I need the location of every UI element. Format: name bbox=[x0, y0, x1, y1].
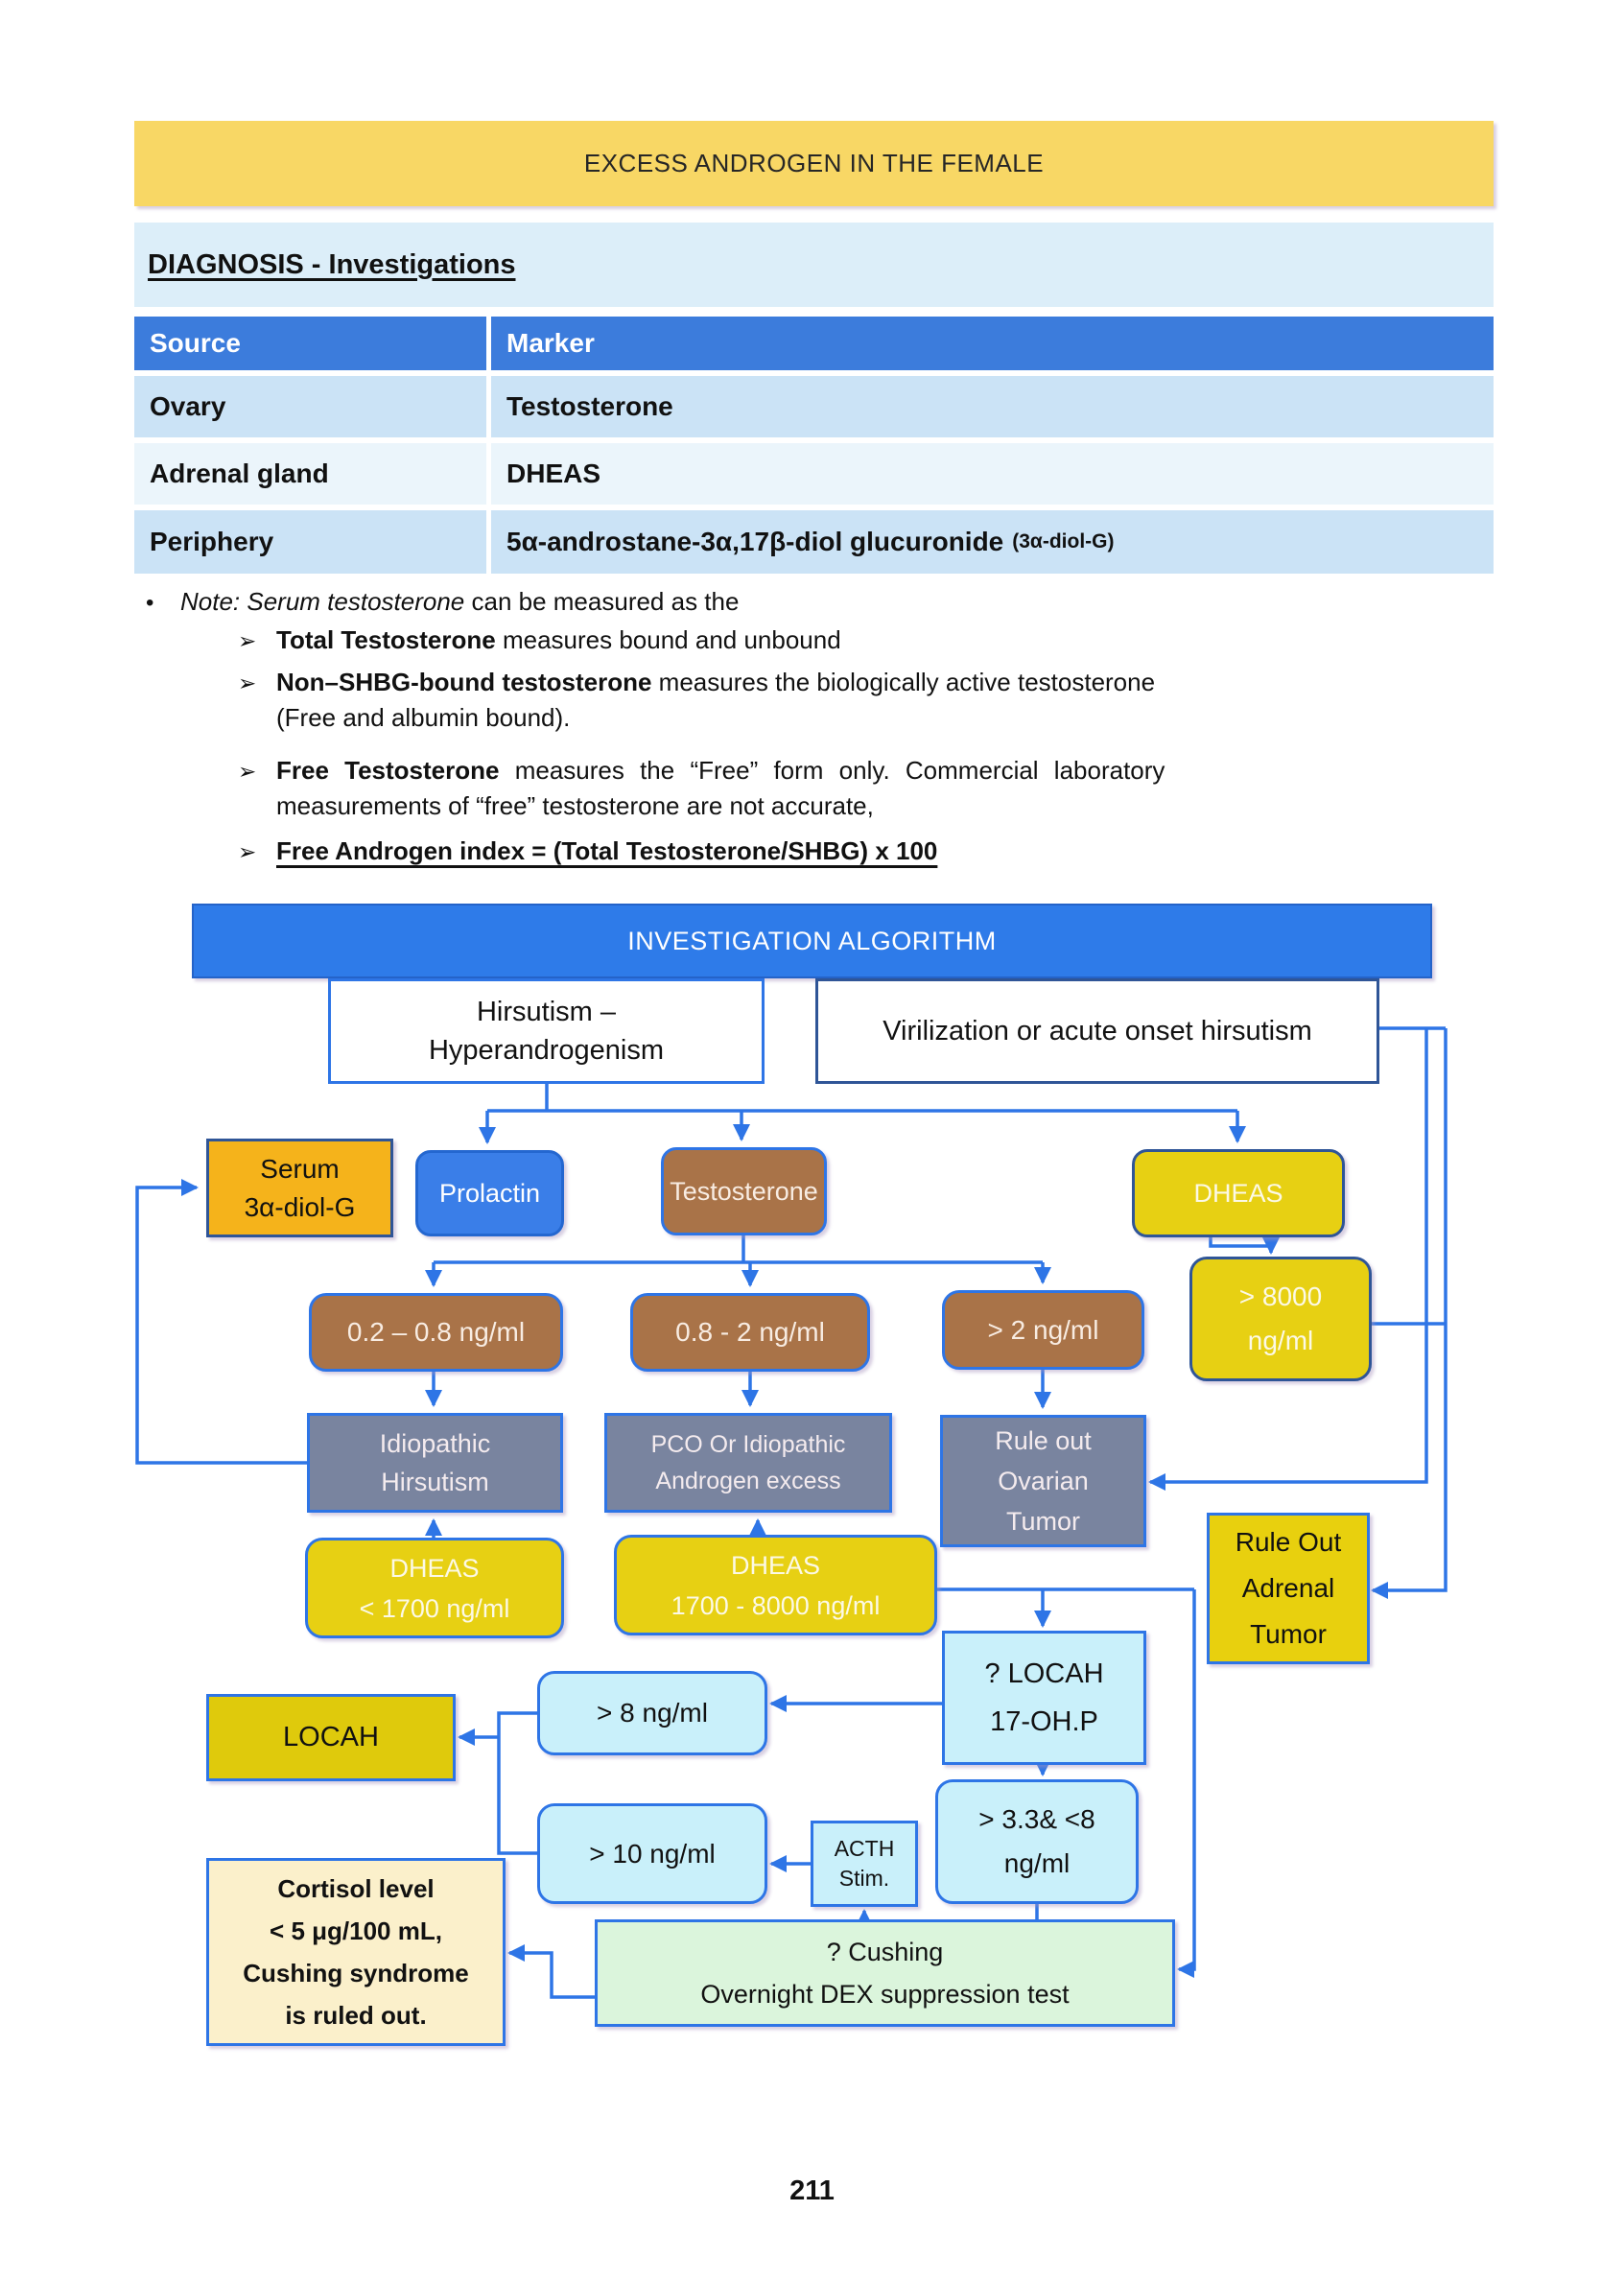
arrow-bullet-icon: ➢ bbox=[238, 839, 257, 864]
marker-abbreviation: (3α-diol-G) bbox=[1012, 530, 1115, 553]
connector-cushing-to-cortisol bbox=[509, 1953, 595, 1997]
node-rule-out-ovarian-tumor: Rule out Ovarian Tumor bbox=[940, 1415, 1146, 1547]
node-testosterone-high: > 2 ng/ml bbox=[942, 1290, 1144, 1370]
connector-dheas-to-8000 bbox=[1211, 1237, 1271, 1253]
table-header-marker: Marker bbox=[491, 317, 1494, 370]
node-3.3-to-8-ngml: > 3.3& <8 ng/ml bbox=[935, 1779, 1139, 1904]
note-item-continued: (Free and albumin bound). bbox=[276, 703, 571, 732]
node-idiopathic-hirsutism: Idiopathic Hirsutism bbox=[307, 1413, 563, 1513]
bullet-icon: • bbox=[146, 590, 154, 616]
node-rule-out-adrenal-tumor: Rule Out Adrenal Tumor bbox=[1207, 1513, 1370, 1664]
connector-hirsutism-split bbox=[487, 1084, 1237, 1142]
node-over-8-ngml: > 8 ng/ml bbox=[537, 1671, 767, 1755]
table-cell-marker: Testosterone bbox=[491, 376, 1494, 437]
algorithm-header-bar: INVESTIGATION ALGORITHM bbox=[192, 904, 1432, 978]
note-item: ➢ Non–SHBG-bound testosterone measures the biologically active testosterone bbox=[238, 668, 1156, 696]
node-dheas-under-1700: DHEAS < 1700 ng/ml bbox=[305, 1538, 564, 1638]
node-testosterone-low: 0.2 – 0.8 ng/ml bbox=[309, 1293, 563, 1372]
node-dheas: DHEAS bbox=[1132, 1149, 1345, 1237]
table-cell-marker: 5α-androstane-3α,17β-diol glucuronide (3α-diol-G) bbox=[491, 510, 1494, 574]
note-intro: • Note: Serum testosterone can be measured as the bbox=[146, 587, 740, 616]
node-locah: LOCAH bbox=[206, 1694, 456, 1781]
table-cell-source: Ovary bbox=[134, 376, 486, 437]
node-testosterone-mid: 0.8 - 2 ng/ml bbox=[630, 1293, 870, 1372]
node-query-locah-17ohp: ? LOCAH 17-OH.P bbox=[942, 1631, 1146, 1765]
node-cortisol-cushing-ruled-out: Cortisol level < 5 μg/100 mL, Cushing syndrome is ruled out. bbox=[206, 1858, 506, 2046]
page-title: EXCESS ANDROGEN IN THE FEMALE bbox=[583, 149, 1045, 177]
node-acth-stimulation: ACTH Stim. bbox=[811, 1821, 918, 1907]
table-cell-source: Periphery bbox=[134, 510, 486, 574]
node-hirsutism-hyperandrogenism: Hirsutism – Hyperandrogenism bbox=[328, 978, 765, 1084]
note-item: ➢ Free Androgen index = (Total Testosterone/SHBG) x 100 bbox=[238, 836, 938, 865]
section-heading: DIAGNOSIS - Investigations bbox=[148, 248, 516, 280]
node-prolactin: Prolactin bbox=[415, 1150, 564, 1236]
arrow-bullet-icon: ➢ bbox=[238, 670, 257, 695]
table-cell-marker: DHEAS bbox=[491, 443, 1494, 505]
node-serum-3a-diol-g: Serum 3α-diol-G bbox=[206, 1139, 393, 1237]
connector-testosterone-split bbox=[434, 1235, 1043, 1285]
node-over-10-ngml: > 10 ng/ml bbox=[537, 1803, 767, 1904]
note-item-continued: measurements of “free” testosterone are not accurate, bbox=[276, 791, 874, 820]
node-testosterone: Testosterone bbox=[661, 1147, 827, 1235]
arrow-bullet-icon: ➢ bbox=[238, 628, 257, 653]
node-pco-idiopathic-androgen-excess: PCO Or Idiopathic Androgen excess bbox=[604, 1413, 892, 1513]
note-item: ➢ Total Testosterone measures bound and unbound bbox=[238, 625, 841, 654]
table-header-source: Source bbox=[134, 317, 486, 370]
table-cell-source: Adrenal gland bbox=[134, 443, 486, 505]
node-virilization: Virilization or acute onset hirsutism bbox=[815, 978, 1379, 1084]
arrow-bullet-icon: ➢ bbox=[238, 759, 257, 784]
node-dheas-1700-8000: DHEAS 1700 - 8000 ng/ml bbox=[614, 1535, 937, 1635]
node-dheas-over-8000: > 8000 ng/ml bbox=[1189, 1257, 1372, 1381]
node-query-cushing-dex-test: ? Cushing Overnight DEX suppression test bbox=[595, 1919, 1175, 2027]
page-number: 211 bbox=[789, 2175, 835, 2206]
note-item: ➢ Free Testosterone measures the “Free” form only. Commercial laboratory bbox=[238, 756, 1165, 785]
